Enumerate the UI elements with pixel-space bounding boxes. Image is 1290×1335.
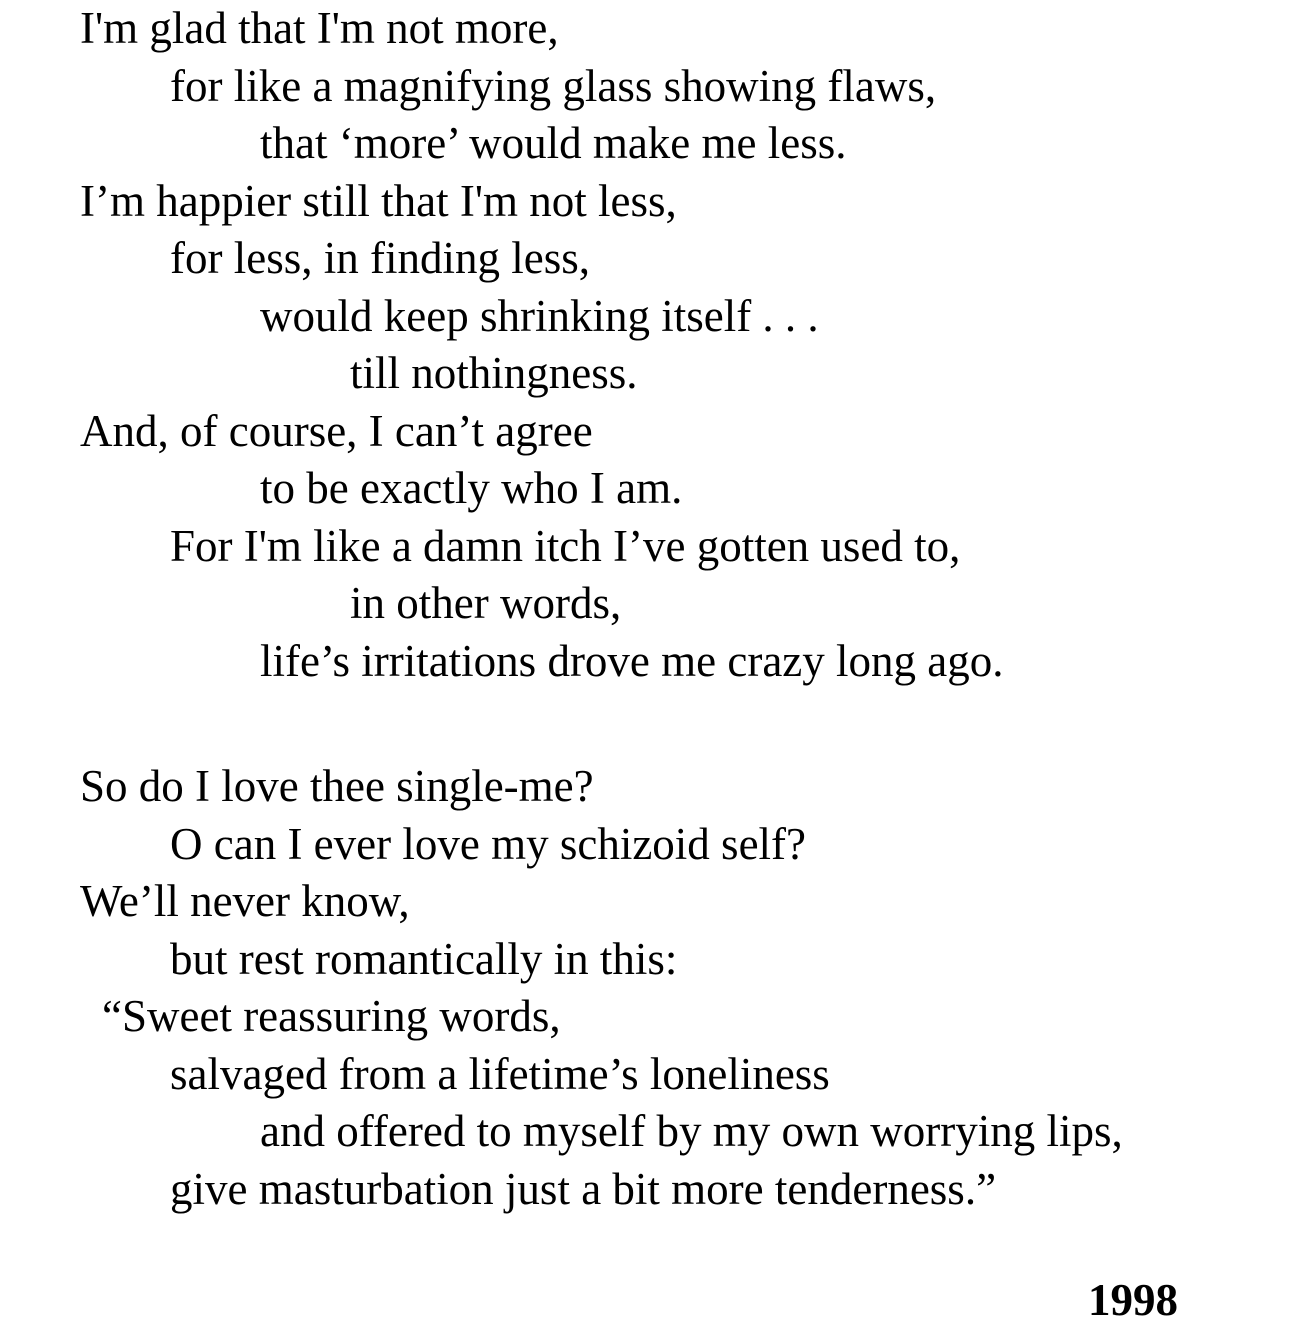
poem-line: “Sweet reassuring words, — [102, 991, 561, 1041]
poem-line: that ‘more’ would make me less. — [260, 118, 847, 168]
poem-line: I'm glad that I'm not more, — [80, 3, 559, 53]
poem-line: for like a magnifying glass showing flaws, — [170, 61, 937, 111]
poem-line: for less, in finding less, — [170, 233, 590, 283]
poem-line: salvaged from a lifetime’s loneliness — [170, 1049, 830, 1099]
poem-line: would keep shrinking itself . . . — [260, 291, 819, 341]
poem-line: in other words, — [350, 578, 622, 628]
poem-line: to be exactly who I am. — [260, 463, 683, 513]
poem-date: 1998 — [1088, 1275, 1178, 1325]
poem-line: So do I love thee single-me? — [80, 761, 594, 811]
poem-line: For I'm like a damn itch I’ve gotten used to, — [170, 521, 961, 571]
poem-line: but rest romantically in this: — [170, 934, 678, 984]
poem-line: give masturbation just a bit more tenderness.” — [170, 1164, 997, 1214]
poem-line: till nothingness. — [350, 348, 638, 398]
poem-line: life’s irritations drove me crazy long ago. — [260, 636, 1004, 686]
poem-line: We’ll never know, — [80, 876, 410, 926]
poem-line: I’m happier still that I'm not less, — [80, 176, 677, 226]
poem-line: O can I ever love my schizoid self? — [170, 819, 806, 869]
poem-line: and offered to myself by my own worrying lips, — [260, 1106, 1123, 1156]
poem-line: And, of course, I can’t agree — [80, 406, 593, 456]
